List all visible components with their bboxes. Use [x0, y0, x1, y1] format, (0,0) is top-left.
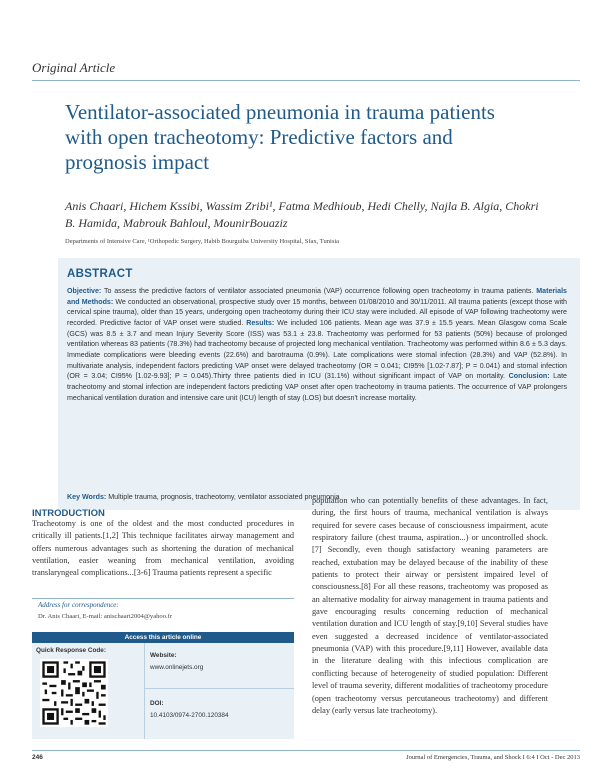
page-number: 246: [32, 754, 43, 761]
abstract-heading: ABSTRACT: [67, 268, 133, 280]
author-list: Anis Chaari, Hichem Kssibi, Wassim Zribi¹, Fatma Medhioub, Hedi Chelly, Najla B. Algia, Chokri B. Hamida, Mabrouk Bahloul, MounirBouaziz: [65, 199, 539, 230]
access-online-header: Access this article online: [32, 632, 294, 643]
website-label: Website:: [150, 652, 177, 659]
introduction-left-column: Tracheotomy is one of the oldest and the most conducted procedures in critically ill patients.[1,2] This technique facilitates airway management and offers numerous advantages such as shortening the duration of mechanical ventilation, easier weaning from mechanical ventilation, avoiding translaryngeal complications...[3-6] Trauma patients represent a specific: [32, 519, 294, 578]
keywords-text: Multiple trauma, prognosis, tracheotomy, ventilator associated pneumonia: [106, 493, 340, 501]
access-row-divider: [144, 688, 294, 689]
qr-code-label: Quick Response Code:: [36, 647, 106, 654]
correspondence-rule: [32, 598, 294, 599]
header-rule: [32, 80, 580, 81]
conclusion-text: Late tracheotomy and stomal infection are independent factors predicting VAP onset after open tracheotomy in trauma patients. The occurrence of VAP prolongers mechanical ventilation duration and intensive care unit (ICU) length of stay (LOS) but doesn't increase mortality.: [67, 372, 567, 402]
keywords-label: Key Words:: [67, 493, 107, 501]
methods-text: We conducted an observational, prospective study over 15 months, between 01/08/2010 and 30/11/2011. All trauma patients (except those with cervical spine trauma), older than 15 years, undergoing open tracheotomy during their ICU stay were included. All episode of VAP following tracheotomy were recorded. Predictive factor of VAP onset were studied.: [67, 297, 567, 327]
abstract-text: [67, 286, 567, 403]
article-type: Original Article: [32, 60, 116, 75]
qr-code[interactable]: [40, 659, 108, 727]
conclusion-label: Conclusion:: [508, 372, 550, 381]
affiliation: Departments of Intensive Care, ¹Orthopedic Surgery, Habib Bourguiba University Hospital, Sfax, Tunisia: [65, 238, 340, 245]
objective-text: To assess the predictive factors of ventilator associated pneumonia (VAP) occurrence following open tracheotomy in trauma patients.: [101, 287, 537, 295]
website-value[interactable]: www.onlinejets.org: [150, 664, 204, 671]
methods-label: Materials and Methods:: [67, 287, 567, 306]
footer-rule: [32, 750, 580, 751]
objective-label: Objective:: [67, 287, 102, 295]
correspondence-title: Address for correspondence:: [38, 601, 119, 609]
results-label: Results:: [246, 318, 275, 327]
access-column-divider: [144, 643, 145, 739]
introduction-heading: INTRODUCTION: [32, 508, 105, 519]
doi-label: DOI:: [150, 700, 164, 707]
qr-code-icon: [40, 659, 108, 727]
journal-reference: Journal of Emergencies, Trauma, and Shock I 6:4 I Oct - Dec 2013: [406, 754, 580, 761]
doi-value[interactable]: 10.4103/0974-2700.120384: [150, 712, 229, 719]
introduction-right-column: population who can potentially benefits of these advantages. In fact, during, the first hours of trauma, mechanical ventilation is always required for severe cases because of consciousness impairment, acute respiratory failure (chest trauma, aspiration...) or uncontrolled shock.[7] Secondly, even though satisfactory weaning parameters are reached, extubation may be delayed because of the inability of these patients to protect their airway or persistent impaired level of consciousness.[8] For all these reasons, tracheotomy was proposed as an alternative modality for airway management in trauma patients and gave encouraging results concerning reduction of mechanical ventilation duration and ICU length of stay.[9,10] Several studies have even suggested a decreased incidence of ventilator-associated pneumonia (VAP) with this procedure.[9,11] However, available data in the literature dealing with this infectious complication are conflicting because of heterogeneity of studied population: Different level of trauma severity, different modalities of tracheotomy procedure (open tracheotomy versus percutaneous tracheotomy) and different delay (early versus late tracheotomy).: [312, 496, 548, 715]
correspondence-text: Dr. Anis Chaari, E-mail: anischaari2004@yahoo.fr: [38, 613, 173, 620]
article-title: Ventilator-associated pneumonia in trauma patients with open tracheotomy: Predictive factors and prognosis impact: [65, 100, 495, 174]
results-text: We included 106 patients. Mean age was 37.9 ± 15.5 years. Mean Glasgow coma Scale (GCS) was 8.5 ± 3.7 and mean Injury Severity Score (ISS) was 53.1 ± 23.8. Tracheotomy was performed for 53 patients (50%) because of prolonged ventilation whereas 83 patients (78.3%) had tracheotomy because of projected long mechanical ventilation. Tracheotomy was performed within 8.6 ± 5.3 days. Immediate complications were bleeding events (22.6%) and barotrauma (0.9%). Late complications were stomal infection (28.3%) and VAP (52.8%). In multivariate analysis, independent factors predicting VAP onset were delayed tracheotomy (OR = 0.041; CI95% [1.02-7.87]; P = 0.041) and stomal infection (OR = 3.04; CI95% [1.02-9.93]; P = 0.045).Thirty three patients died in ICU (31.1%) without significant impact of VAP on mortality.: [67, 318, 567, 381]
